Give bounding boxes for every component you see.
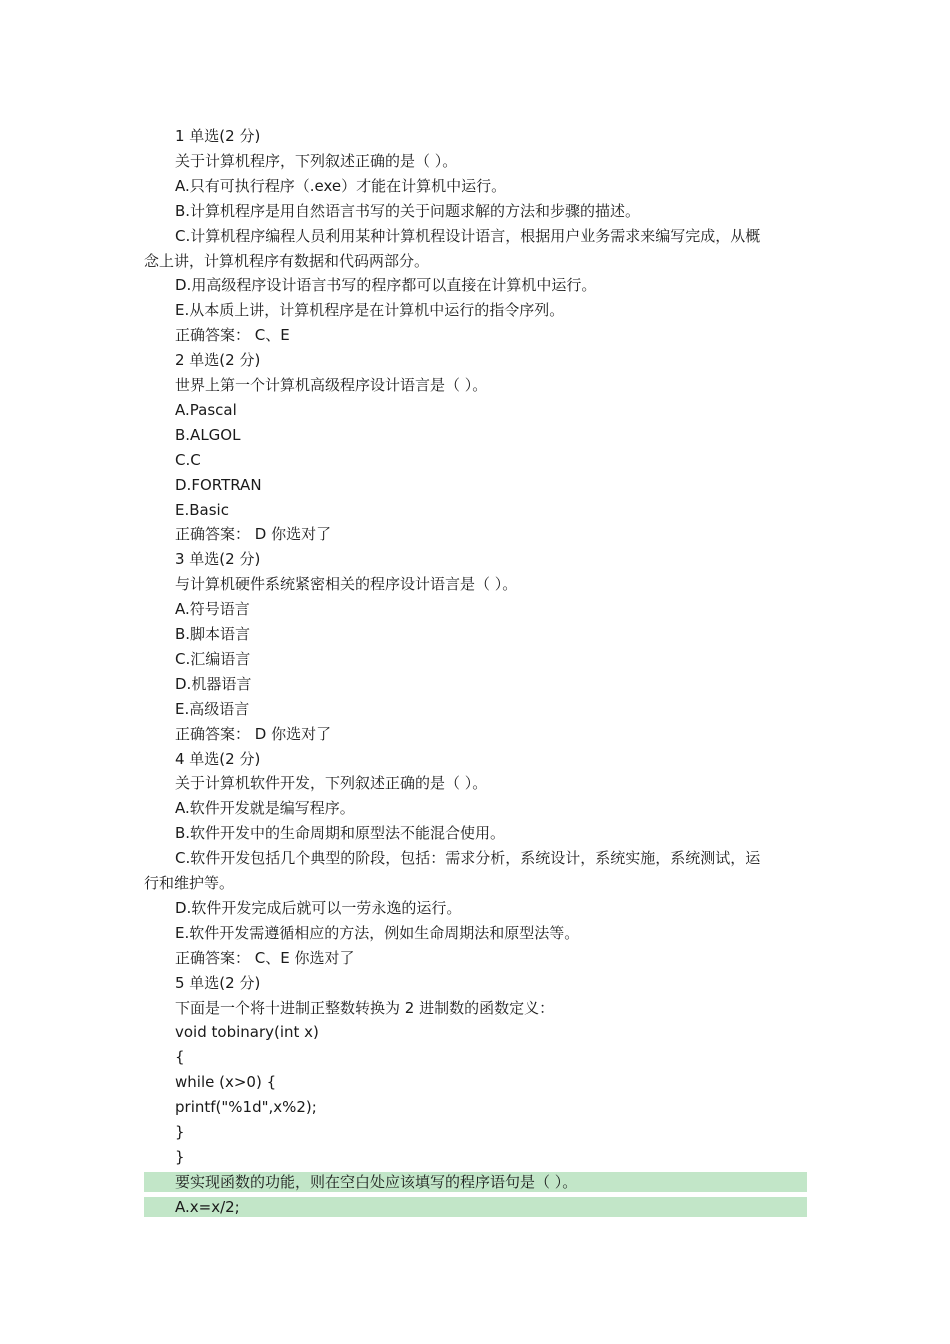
question-stem-line: {	[175, 1048, 185, 1067]
option-line: C.C	[175, 450, 201, 469]
question-header: 1 单选(2 分)	[175, 127, 261, 145]
question-stem-line: 下面是一个将十进制正整数转换为 2 进制数的函数定义：	[175, 998, 555, 1017]
option-line: A.x=x/2;	[144, 1197, 807, 1217]
option-line: C.软件开发包括几个典型的阶段，包括：需求分析，系统设计，系统实施，系统测试，运	[175, 849, 761, 868]
option-line: D.机器语言	[175, 674, 252, 693]
question-stem-line: 关于计算机程序，下列叙述正确的是（ ）。	[175, 151, 458, 170]
correct-answer: 正确答案： C、E	[175, 326, 290, 345]
question-stem-line: }	[175, 1147, 185, 1166]
question-header: 2 单选(2 分)	[175, 351, 261, 370]
option-continuation-line: 念上讲，计算机程序有数据和代码两部分。	[144, 251, 430, 270]
question-stem-line: void tobinary(int x)	[175, 1023, 319, 1042]
option-line: B.计算机程序是用自然语言书写的关于问题求解的方法和步骤的描述。	[175, 201, 641, 220]
question-stem-line: }	[175, 1123, 185, 1141]
question-header: 4 单选(2 分)	[175, 749, 261, 768]
option-line: E.高级语言	[175, 699, 250, 718]
option-line: A.Pascal	[175, 400, 237, 419]
option-line: E.Basic	[175, 500, 229, 519]
question-stem-line: 要实现函数的功能，则在空白处应该填写的程序语句是（ ）。	[144, 1172, 807, 1192]
option-line: B.软件开发中的生命周期和原型法不能混合使用。	[175, 824, 506, 843]
correct-answer: 正确答案： D 你选对了	[175, 724, 332, 743]
option-line: B.脚本语言	[175, 625, 251, 643]
question-stem-line: 与计算机硬件系统紧密相关的程序设计语言是（ ）。	[175, 575, 518, 594]
option-line: B.ALGOL	[175, 425, 241, 444]
question-header: 3 单选(2 分)	[175, 550, 261, 569]
question-stem-line: printf("%1d",x%2);	[175, 1098, 317, 1117]
option-line: A.软件开发就是编写程序。	[175, 799, 355, 818]
option-line: E.软件开发需遵循相应的方法，例如生命周期法和原型法等。	[175, 923, 580, 942]
question-stem-line: 关于计算机软件开发，下列叙述正确的是（ ）。	[175, 774, 488, 793]
correct-answer: 正确答案： D 你选对了	[175, 525, 332, 544]
option-continuation-line: 行和维护等。	[144, 874, 235, 892]
option-line: A.符号语言	[175, 600, 250, 619]
question-stem-line: while (x>0) {	[175, 1073, 277, 1092]
option-line: C.计算机程序编程人员利用某种计算机程设计语言，根据用户业务需求来编写完成，从概	[175, 226, 761, 245]
option-line: D.用高级程序设计语言书写的程序都可以直接在计算机中运行。	[175, 276, 597, 295]
option-line: D.FORTRAN	[175, 475, 262, 494]
question-header: 5 单选(2 分)	[175, 973, 261, 992]
correct-answer: 正确答案： C、E 你选对了	[175, 948, 355, 967]
option-line: C.汇编语言	[175, 649, 251, 668]
question-stem-line: 世界上第一个计算机高级程序设计语言是（ ）。	[175, 376, 488, 394]
option-line: D.软件开发完成后就可以一劳永逸的运行。	[175, 898, 462, 917]
option-line: E.从本质上讲，计算机程序是在计算机中运行的指令序列。	[175, 301, 565, 320]
option-line: A.只有可执行程序（.exe）才能在计算机中运行。	[175, 176, 507, 195]
